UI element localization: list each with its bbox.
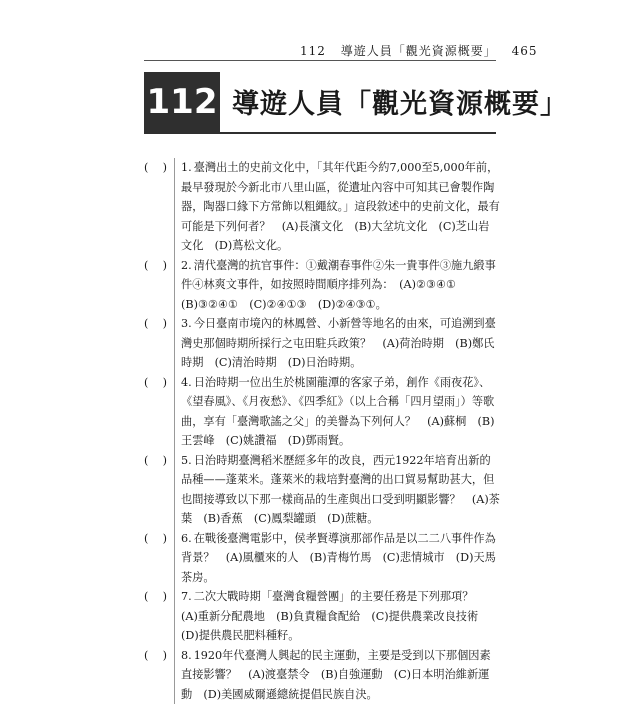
- answer-blank: ( ): [144, 587, 174, 646]
- question-text: 日治時期臺灣稻米歷經多年的改良，西元1922年培育出新的品種——蓬萊米。蓬萊米的栽培對臺灣的出口貿易幫助甚大，但也間接導致以下那一樣商品的生產與出口受到明顯影響？ (A)茶葉 (B)香蕉 (C)鳳梨罐頭 (D)蔗糖。: [181, 454, 500, 526]
- question-item: [144, 451, 500, 529]
- question-number: 6.: [181, 532, 192, 545]
- question-item: [144, 646, 500, 704]
- question-item: [144, 256, 500, 315]
- header-rule: [144, 60, 496, 61]
- chapter-title: 導遊人員「觀光資源概要」: [232, 82, 568, 121]
- question-text: 清代臺灣的抗官事件：①戴潮春事件②朱一貴事件③施九緞事件④林爽文事件，如按照時間順序排列為： (A)②③④① (B)③②④① (C)②④①③ (D)②④③①。: [181, 259, 496, 311]
- header-page-number: 465: [512, 44, 538, 58]
- answer-blank: ( ): [144, 373, 174, 451]
- answer-blank: ( ): [144, 646, 174, 704]
- running-header: [300, 42, 547, 59]
- question-text: 今日臺南市境內的林鳳營、小新營等地名的由來，可追溯到臺灣史那個時期所採行之屯田駐兵政策？ (A)荷治時期 (B)鄭氏時期 (C)清治時期 (D)日治時期。: [181, 317, 496, 369]
- question-text: 1920年代臺灣人興起的民主運動，主要是受到以下那個因素直接影響？ (A)渡臺禁令 (B)自強運動 (C)日本明治維新運動 (D)美國威爾遜總統提倡民族自決。: [181, 649, 491, 701]
- question-number: 2.: [181, 259, 192, 272]
- answer-blank: ( ): [144, 451, 174, 529]
- question-number: 5.: [181, 454, 192, 467]
- question-number: 4.: [181, 376, 192, 389]
- question-text: 在戰後臺灣電影中，侯孝賢導演那部作品是以二二八事件作為背景？ (A)風櫃來的人 (B)青梅竹馬 (C)悲情城市 (D)天馬茶房。: [181, 532, 496, 584]
- question-text: 臺灣出土的史前文化中，「其年代距今約7,000至5,000年前，最早發現於今新北市八里山區，從遺址內容中可知其已會製作陶器，陶器口緣下方常飾以粗繩紋。」這段敘述中的史前文化，最有可能是下列何者？ (A)長濱文化 (B)大坌坑文化 (C)芝山岩文化 (D)蔦松文化。: [181, 161, 500, 252]
- answer-blank: ( ): [144, 158, 174, 256]
- question-number: 7.: [181, 590, 192, 603]
- question-item: [144, 158, 500, 256]
- chapter-number-box: 112: [144, 72, 220, 132]
- question-text: 二次大戰時期「臺灣食糧營團」的主要任務是下列那項？ (A)重新分配農地 (B)負責糧食配給 (C)提供農業改良技術 (D)提供農民肥料種籽。: [181, 590, 489, 642]
- answer-blank: ( ): [144, 314, 174, 373]
- question-item: [144, 529, 500, 588]
- question-number: 8.: [181, 649, 192, 662]
- question-list: [144, 158, 500, 704]
- question-number: 3.: [181, 317, 192, 330]
- question-item: [144, 587, 500, 646]
- question-item: [144, 373, 500, 451]
- title-rule: [144, 132, 496, 134]
- question-item: [144, 314, 500, 373]
- header-chapter-number: 112: [300, 44, 326, 58]
- answer-blank: ( ): [144, 529, 174, 588]
- question-number: 1.: [181, 161, 192, 174]
- answer-blank: ( ): [144, 256, 174, 315]
- question-text: 日治時期一位出生於桃園龍潭的客家子弟，創作《雨夜花》、《望春風》、《月夜愁》、《四季紅》（以上合稱「四月望雨」）等歌曲，享有「臺灣歌謠之父」的美譽為下列何人？ (A)蘇桐 (B)王雲峰 (C)姚讚福 (D)鄧雨賢。: [181, 376, 494, 448]
- header-chapter-title: 導遊人員「觀光資源概要」: [341, 44, 497, 58]
